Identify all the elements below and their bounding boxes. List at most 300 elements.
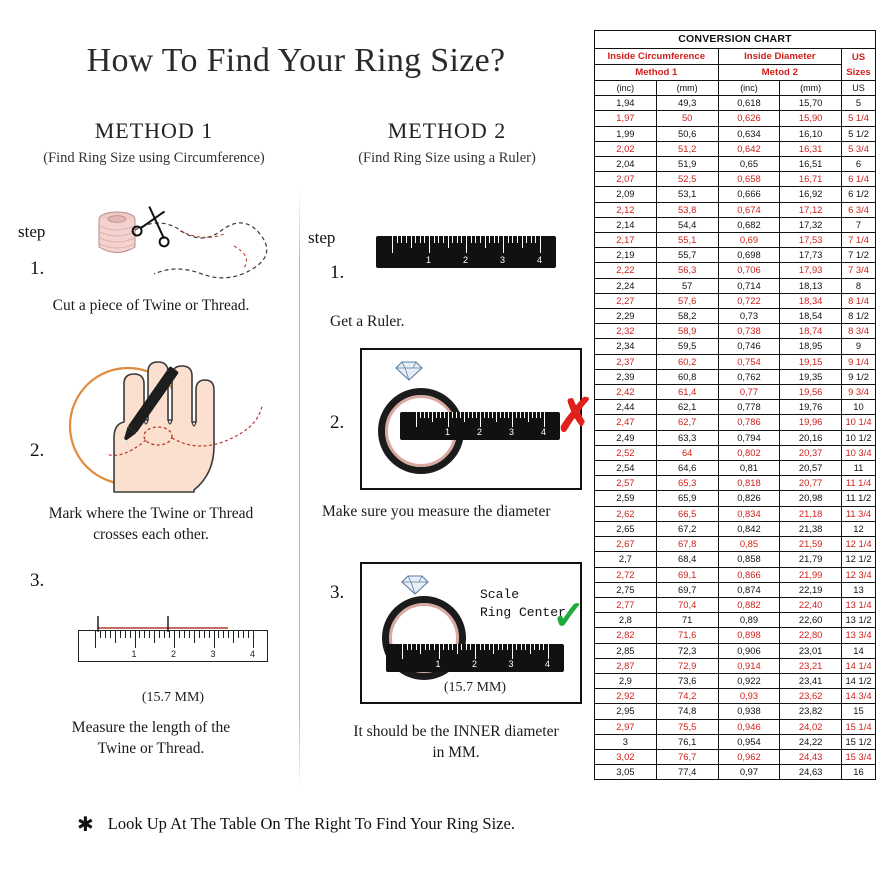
table-row [595,187,876,202]
ruler-tick [452,412,453,418]
table-cell: 11 1/2 [842,491,876,506]
table-cell: 2,59 [595,491,657,506]
table-cell: 0,874 [718,582,780,597]
table-cell: 14 1/2 [842,673,876,688]
table-row [595,430,876,445]
ruler-tick [508,412,509,418]
method-2-ruler-black [376,236,556,268]
table-row [595,445,876,460]
table-cell: 17,73 [780,248,842,263]
table-cell: 5 1/4 [842,111,876,126]
table-cell: 57 [656,278,718,293]
table-cell: 0,754 [718,354,780,369]
table-cell: 69,1 [656,567,718,582]
table-cell: 15,70 [780,96,842,111]
table-cell: 12 3/4 [842,567,876,582]
ruler-tick [522,236,523,248]
ruler-tick [492,412,493,418]
table-cell: 57,6 [656,293,718,308]
table-row [595,141,876,156]
table-cell: 74,2 [656,689,718,704]
page-title: How To Find Your Ring Size? [86,42,506,79]
ruler-tick [466,644,467,650]
table-row [595,582,876,597]
table-cell: 2,72 [595,567,657,582]
table-cell: 2,14 [595,217,657,232]
method-2-step-word: step [308,228,336,247]
table-cell: 2,17 [595,233,657,248]
table-cell: 15 1/4 [842,719,876,734]
table-cell: 0,658 [718,172,780,187]
table-cell: 16,92 [780,187,842,202]
table-cell: 8 1/4 [842,293,876,308]
ruler-tick [484,644,485,650]
table-cell: 6 1/2 [842,187,876,202]
table-cell: 11 1/4 [842,476,876,491]
ruler-tick [464,412,465,422]
method-1-step-1-number: 1. [30,258,45,279]
table-cell: 0,826 [718,491,780,506]
ruler-tick [415,236,416,243]
method-2-heading: METHOD 2 [387,118,507,143]
table-cell: 0,946 [718,719,780,734]
table-cell: 0,85 [718,537,780,552]
table-row [595,719,876,734]
table-cell: 2,97 [595,719,657,734]
table-cell: 0,65 [718,157,780,172]
chart-units-row [595,81,876,96]
table-cell: 2,34 [595,339,657,354]
table-cell: 24,02 [780,719,842,734]
table-cell: 15 3/4 [842,749,876,764]
ruler-tick [480,412,481,427]
unit-circ-inch: (inc) [595,81,657,96]
table-cell: 0,746 [718,339,780,354]
table-cell: 2,77 [595,597,657,612]
table-cell: 60,2 [656,354,718,369]
table-cell: 9 1/4 [842,354,876,369]
ruler-tick [540,412,541,418]
ruler-number: 2 [477,427,483,437]
ruler-tick [536,412,537,418]
table-cell: 69,7 [656,582,718,597]
table-cell: 5 1/2 [842,126,876,141]
table-cell: 2,32 [595,324,657,339]
ruler-tick [420,644,421,654]
table-cell: 2,82 [595,628,657,643]
table-cell: 2,29 [595,309,657,324]
table-cell: 1,94 [595,96,657,111]
ruler-number: 3 [508,659,514,669]
table-cell: 2,92 [595,689,657,704]
table-row [595,111,876,126]
table-cell: 0,714 [718,278,780,293]
ruler-tick [494,236,495,243]
table-cell: 1,97 [595,111,657,126]
table-cell: 18,74 [780,324,842,339]
table-cell: 2,9 [595,673,657,688]
table-row [595,248,876,263]
table-row [595,552,876,567]
ruler-number: 1 [131,649,137,659]
table-cell: 2,47 [595,415,657,430]
ruler-tick [420,412,421,418]
table-cell: 2,49 [595,430,657,445]
method-2-step-1-caption: Get a Ruler. [330,313,405,330]
ruler-number: 3 [210,649,216,659]
table-cell: 0,914 [718,658,780,673]
conversion-chart-body [595,96,876,780]
table-cell: 50,6 [656,126,718,141]
ruler-tick [432,412,433,422]
table-cell: 8 [842,278,876,293]
ruler-tick [420,236,421,243]
footnote [0,812,592,837]
table-cell: 0,898 [718,628,780,643]
conversion-chart-table [594,30,876,780]
table-cell: 65,3 [656,476,718,491]
group-header-diameter: Inside Diameter [718,49,841,65]
ruler-number: 1 [435,659,441,669]
ruler-tick [489,236,490,243]
table-row [595,643,876,658]
table-cell: 19,35 [780,369,842,384]
ruler-tick [502,644,503,650]
table-cell: 22,19 [780,582,842,597]
table-cell: 62,7 [656,415,718,430]
table-cell: 65,9 [656,491,718,506]
table-cell: 0,626 [718,111,780,126]
table-cell: 0,97 [718,765,780,780]
method-1-column [8,118,300,167]
ruler-number: 2 [463,255,469,265]
asterisk-icon: ✱ [77,814,94,836]
ruler-tick [461,236,462,243]
method-2-step-3-caption: It should be the INNER diameter in MM. [353,723,559,761]
ruler-tick [466,236,467,253]
table-cell: 20,57 [780,461,842,476]
method-2-ruler-overlay-wrong [400,412,560,440]
table-cell: 2,19 [595,248,657,263]
table-cell: 72,9 [656,658,718,673]
table-cell: 22,80 [780,628,842,643]
method-2-step-2-number: 2. [330,412,345,433]
ruler-tick [532,412,533,418]
ruler-number: 4 [537,255,543,265]
table-cell: 0,642 [718,141,780,156]
table-row [595,278,876,293]
method-2-step-3-number: 3. [330,582,345,603]
ruler-tick [493,644,494,654]
table-cell: 2,65 [595,521,657,536]
table-cell: 0,954 [718,734,780,749]
ruler-tick [539,644,540,650]
chart-title: CONVERSION CHART [595,31,876,49]
ruler-tick [411,644,412,650]
table-cell: 6 1/4 [842,172,876,187]
table-cell: 22,60 [780,613,842,628]
table-cell: 17,93 [780,263,842,278]
ruler-tick [485,236,486,248]
table-cell: 0,866 [718,567,780,582]
thread-measure-marks [78,612,268,634]
table-cell: 21,99 [780,567,842,582]
table-cell: 9 3/4 [842,385,876,400]
method-1-heading: METHOD 1 [94,118,214,143]
table-cell: 8 3/4 [842,324,876,339]
table-cell: 55,7 [656,248,718,263]
table-cell: 21,79 [780,552,842,567]
method-1-step-2-number: 2. [30,440,45,461]
ruler-tick [470,644,471,650]
table-cell: 67,2 [656,521,718,536]
unit-diam-mm: (mm) [780,81,842,96]
table-row [595,567,876,582]
table-cell: 16,10 [780,126,842,141]
table-cell: 61,4 [656,385,718,400]
table-cell: 49,3 [656,96,718,111]
table-cell: 0,77 [718,385,780,400]
ruler-tick [448,412,449,427]
table-cell: 17,12 [780,202,842,217]
ruler-tick [428,412,429,418]
ruler-number: 4 [250,649,256,659]
ruler-number: 4 [541,427,547,437]
group-sub-method-1: Method 1 [595,65,719,81]
table-cell: 21,38 [780,521,842,536]
table-cell: 64,6 [656,461,718,476]
table-row [595,126,876,141]
ruler-tick [416,412,417,427]
ruler-tick [512,236,513,243]
table-cell: 10 [842,400,876,415]
table-cell: 68,4 [656,552,718,567]
ruler-tick [448,644,449,650]
table-cell: 13 3/4 [842,628,876,643]
table-cell: 7 1/4 [842,233,876,248]
table-cell: 0,93 [718,689,780,704]
table-cell: 18,13 [780,278,842,293]
method-1-mm-note: (15.7 MM) [141,690,205,705]
table-cell: 0,786 [718,415,780,430]
table-cell: 17,32 [780,217,842,232]
table-cell: 52,5 [656,172,718,187]
table-cell: 16,31 [780,141,842,156]
ruler-tick [460,412,461,418]
table-cell: 7 1/2 [842,248,876,263]
ruler-tick [406,236,407,243]
table-cell: 0,706 [718,263,780,278]
table-cell: 2,02 [595,141,657,156]
table-row [595,689,876,704]
table-cell: 0,682 [718,217,780,232]
table-cell: 12 [842,521,876,536]
table-cell: 2,22 [595,263,657,278]
table-cell: 9 1/2 [842,369,876,384]
table-cell: 0,834 [718,506,780,521]
table-cell: 2,42 [595,385,657,400]
table-cell: 23,21 [780,658,842,673]
ruler-tick [504,412,505,418]
ruler-number: 3 [500,255,506,265]
ruler-tick [468,412,469,418]
table-cell: 21,59 [780,537,842,552]
ruler-number: 3 [509,427,515,437]
table-cell: 2,39 [595,369,657,384]
table-cell: 3,02 [595,749,657,764]
table-cell: 2,44 [595,400,657,415]
table-cell: 0,818 [718,476,780,491]
ruler-tick [516,644,517,650]
method-1-subtitle: (Find Ring Size using Circumference) [43,150,265,166]
table-cell: 6 [842,157,876,172]
table-cell: 0,618 [718,96,780,111]
ruler-tick [503,236,504,253]
table-cell: 59,5 [656,339,718,354]
table-cell: 19,76 [780,400,842,415]
table-row [595,765,876,780]
ruler-tick [425,644,426,650]
table-row [595,506,876,521]
ruler-tick [526,236,527,243]
table-cell: 0,794 [718,430,780,445]
ruler-tick [512,644,513,659]
table-cell: 66,5 [656,506,718,521]
ruler-tick [475,644,476,659]
table-cell: 2,52 [595,445,657,460]
table-cell: 2,04 [595,157,657,172]
table-cell: 2,8 [595,613,657,628]
table-row [595,597,876,612]
ruler-number: 4 [545,659,551,669]
footnote-text: Look Up At The Table On The Right To Find Your Ring Size. [107,814,515,833]
table-cell: 0,906 [718,643,780,658]
ruler-tick [512,412,513,427]
table-cell: 2,85 [595,643,657,658]
table-cell: 53,8 [656,202,718,217]
ruler-tick [524,412,525,418]
table-cell: 2,09 [595,187,657,202]
ruler-tick [424,236,425,243]
table-cell: 63,3 [656,430,718,445]
ruler-tick [530,644,531,654]
ruler-tick [535,236,536,243]
ruler-tick [471,236,472,243]
table-row [595,734,876,749]
table-cell: 10 1/4 [842,415,876,430]
ruler-tick [508,236,509,243]
table-cell: 58,9 [656,324,718,339]
table-row [595,263,876,278]
table-row [595,415,876,430]
table-row [595,217,876,232]
table-cell: 20,98 [780,491,842,506]
table-cell: 0,698 [718,248,780,263]
table-cell: 15,90 [780,111,842,126]
method-1-step-word: step [18,222,46,241]
table-cell: 2,67 [595,537,657,552]
ruler-tick [480,644,481,650]
unit-circ-mm: (mm) [656,81,718,96]
ruler-tick [548,644,549,659]
table-row [595,628,876,643]
table-cell: 0,73 [718,309,780,324]
table-cell: 23,01 [780,643,842,658]
ruler-tick [407,644,408,650]
table-cell: 20,37 [780,445,842,460]
ruler-tick [540,236,541,253]
table-cell: 0,802 [718,445,780,460]
ruler-tick [401,236,402,243]
table-row [595,202,876,217]
table-cell: 50 [656,111,718,126]
ruler-tick [521,644,522,650]
table-cell: 14 [842,643,876,658]
table-cell: 2,75 [595,582,657,597]
table-cell: 11 [842,461,876,476]
table-cell: 75,5 [656,719,718,734]
method-1-ruler [78,630,268,662]
table-cell: 8 1/2 [842,309,876,324]
table-cell: 0,962 [718,749,780,764]
diamond-gem-icon [392,360,426,382]
ruler-tick [531,236,532,243]
table-cell: 0,89 [718,613,780,628]
table-cell: 20,77 [780,476,842,491]
table-cell: 2,54 [595,461,657,476]
table-cell: 13 1/2 [842,613,876,628]
method-2-subtitle: (Find Ring Size using a Ruler) [358,150,536,166]
table-cell: 3,05 [595,765,657,780]
table-cell: 0,778 [718,400,780,415]
method-2-mm-note: (15.7 MM) [443,680,507,695]
table-row [595,96,876,111]
table-cell: 76,7 [656,749,718,764]
method-1-step-3-caption: Measure the length of the Twine or Thread. [71,719,231,757]
table-cell: 64 [656,445,718,460]
table-cell: 60,8 [656,369,718,384]
table-cell: 7 [842,217,876,232]
method-2-ruler-overlay-correct [386,644,564,672]
table-cell: 56,3 [656,263,718,278]
correct-mark-icon: ✓ [552,594,586,638]
table-cell: 5 [842,96,876,111]
ruler-tick [440,412,441,418]
table-cell: 23,82 [780,704,842,719]
table-cell: 14 3/4 [842,689,876,704]
ruler-tick [480,236,481,243]
table-cell: 2,95 [595,704,657,719]
table-cell: 2,24 [595,278,657,293]
method-1-step-3-number: 3. [30,570,45,591]
table-cell: 2,12 [595,202,657,217]
table-cell: 0,922 [718,673,780,688]
ruler-tick [444,412,445,418]
column-divider [299,190,300,790]
table-cell: 62,1 [656,400,718,415]
ruler-tick [438,236,439,243]
table-cell: 24,43 [780,749,842,764]
table-cell: 19,56 [780,385,842,400]
table-cell: 0,69 [718,233,780,248]
ruler-tick [452,236,453,243]
ruler-tick [448,236,449,248]
ruler-tick [456,412,457,418]
wrong-mark-icon: ✗ [556,389,595,441]
table-cell: 9 [842,339,876,354]
ruler-tick [436,412,437,418]
ruler-tick [488,412,489,418]
